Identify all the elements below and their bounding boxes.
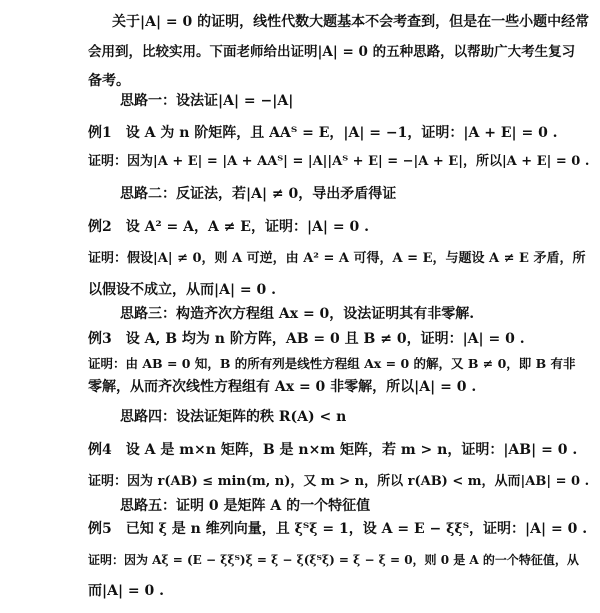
proof-5-line-2: 而|A| = 0 . — [88, 583, 165, 599]
example-3: 例3 设 A, B 均为 n 阶方阵，AB = 0 且 B ≠ 0，证明：|A| = 0 . — [88, 331, 525, 347]
example-5: 例5 已知 ξ 是 n 维列向量，且 ξᵀξ = 1，设 A = E − ξξᵀ，证明：|A| = 0 . — [88, 521, 588, 537]
idea2-heading: 思路二：反证法，若|A| ≠ 0，导出矛盾得证 — [120, 186, 397, 202]
intro-line-2: 会用到，比较实用。下面老师给出证明|A| = 0 的五种思路，以帮助广大考生复习 — [88, 44, 576, 60]
intro-line-1: 关于|A| = 0 的证明，线性代数大题基本不会考查到，但是在一些小题中经常 — [112, 14, 590, 30]
intro-line-3: 备考。 — [88, 73, 130, 89]
idea1-heading: 思路一：设法证|A| = −|A| — [120, 93, 294, 109]
example-1: 例1 设 A 为 n 阶矩阵，且 AAᵀ = E，|A| = −1，证明：|A + E| = 0 . — [88, 125, 558, 141]
idea3-heading: 思路三：构造齐次方程组 Ax = 0，设法证明其有非零解. — [120, 306, 475, 322]
proof-2-line-2: 以假设不成立，从而|A| = 0 . — [88, 282, 277, 298]
proof-4: 证明：因为 r(AB) ≤ min(m, n)，又 m > n，所以 r(AB) < m，从而|AB| = 0 . — [88, 474, 590, 489]
proof-3-line-2: 零解，从而齐次线性方程组有 Ax = 0 非零解，所以|A| = 0 . — [88, 379, 477, 395]
idea4-heading: 思路四：设法证矩阵的秩 R(A) < n — [120, 409, 347, 425]
example-4: 例4 设 A 是 m×n 矩阵，B 是 n×m 矩阵，若 m > n，证明：|AB| = 0 . — [88, 442, 578, 458]
proof-5-line-1: 证明：因为 Aξ = (E − ξξᵀ)ξ = ξ − ξ(ξᵀξ) = ξ − ξ = 0，则 0 是 A 的一个特征值，从 — [88, 553, 579, 567]
proof-1: 证明：因为|A + E| = |A + AAᵀ| = |A||Aᵀ + E| = −|A + E|，所以|A + E| = 0 . — [88, 154, 590, 169]
idea5-heading: 思路五：证明 0 是矩阵 A 的一个特征值 — [120, 498, 371, 514]
example-2: 例2 设 A² = A，A ≠ E，证明：|A| = 0 . — [88, 219, 369, 235]
proof-2-line-1: 证明：假设|A| ≠ 0，则 A 可逆，由 A² = A 可得，A = E，与题设 A ≠ E 矛盾，所 — [88, 251, 586, 266]
proof-3-line-1: 证明：由 AB = 0 知，B 的所有列是线性方程组 Ax = 0 的解，又 B ≠ 0，即 B 有非 — [88, 356, 576, 371]
